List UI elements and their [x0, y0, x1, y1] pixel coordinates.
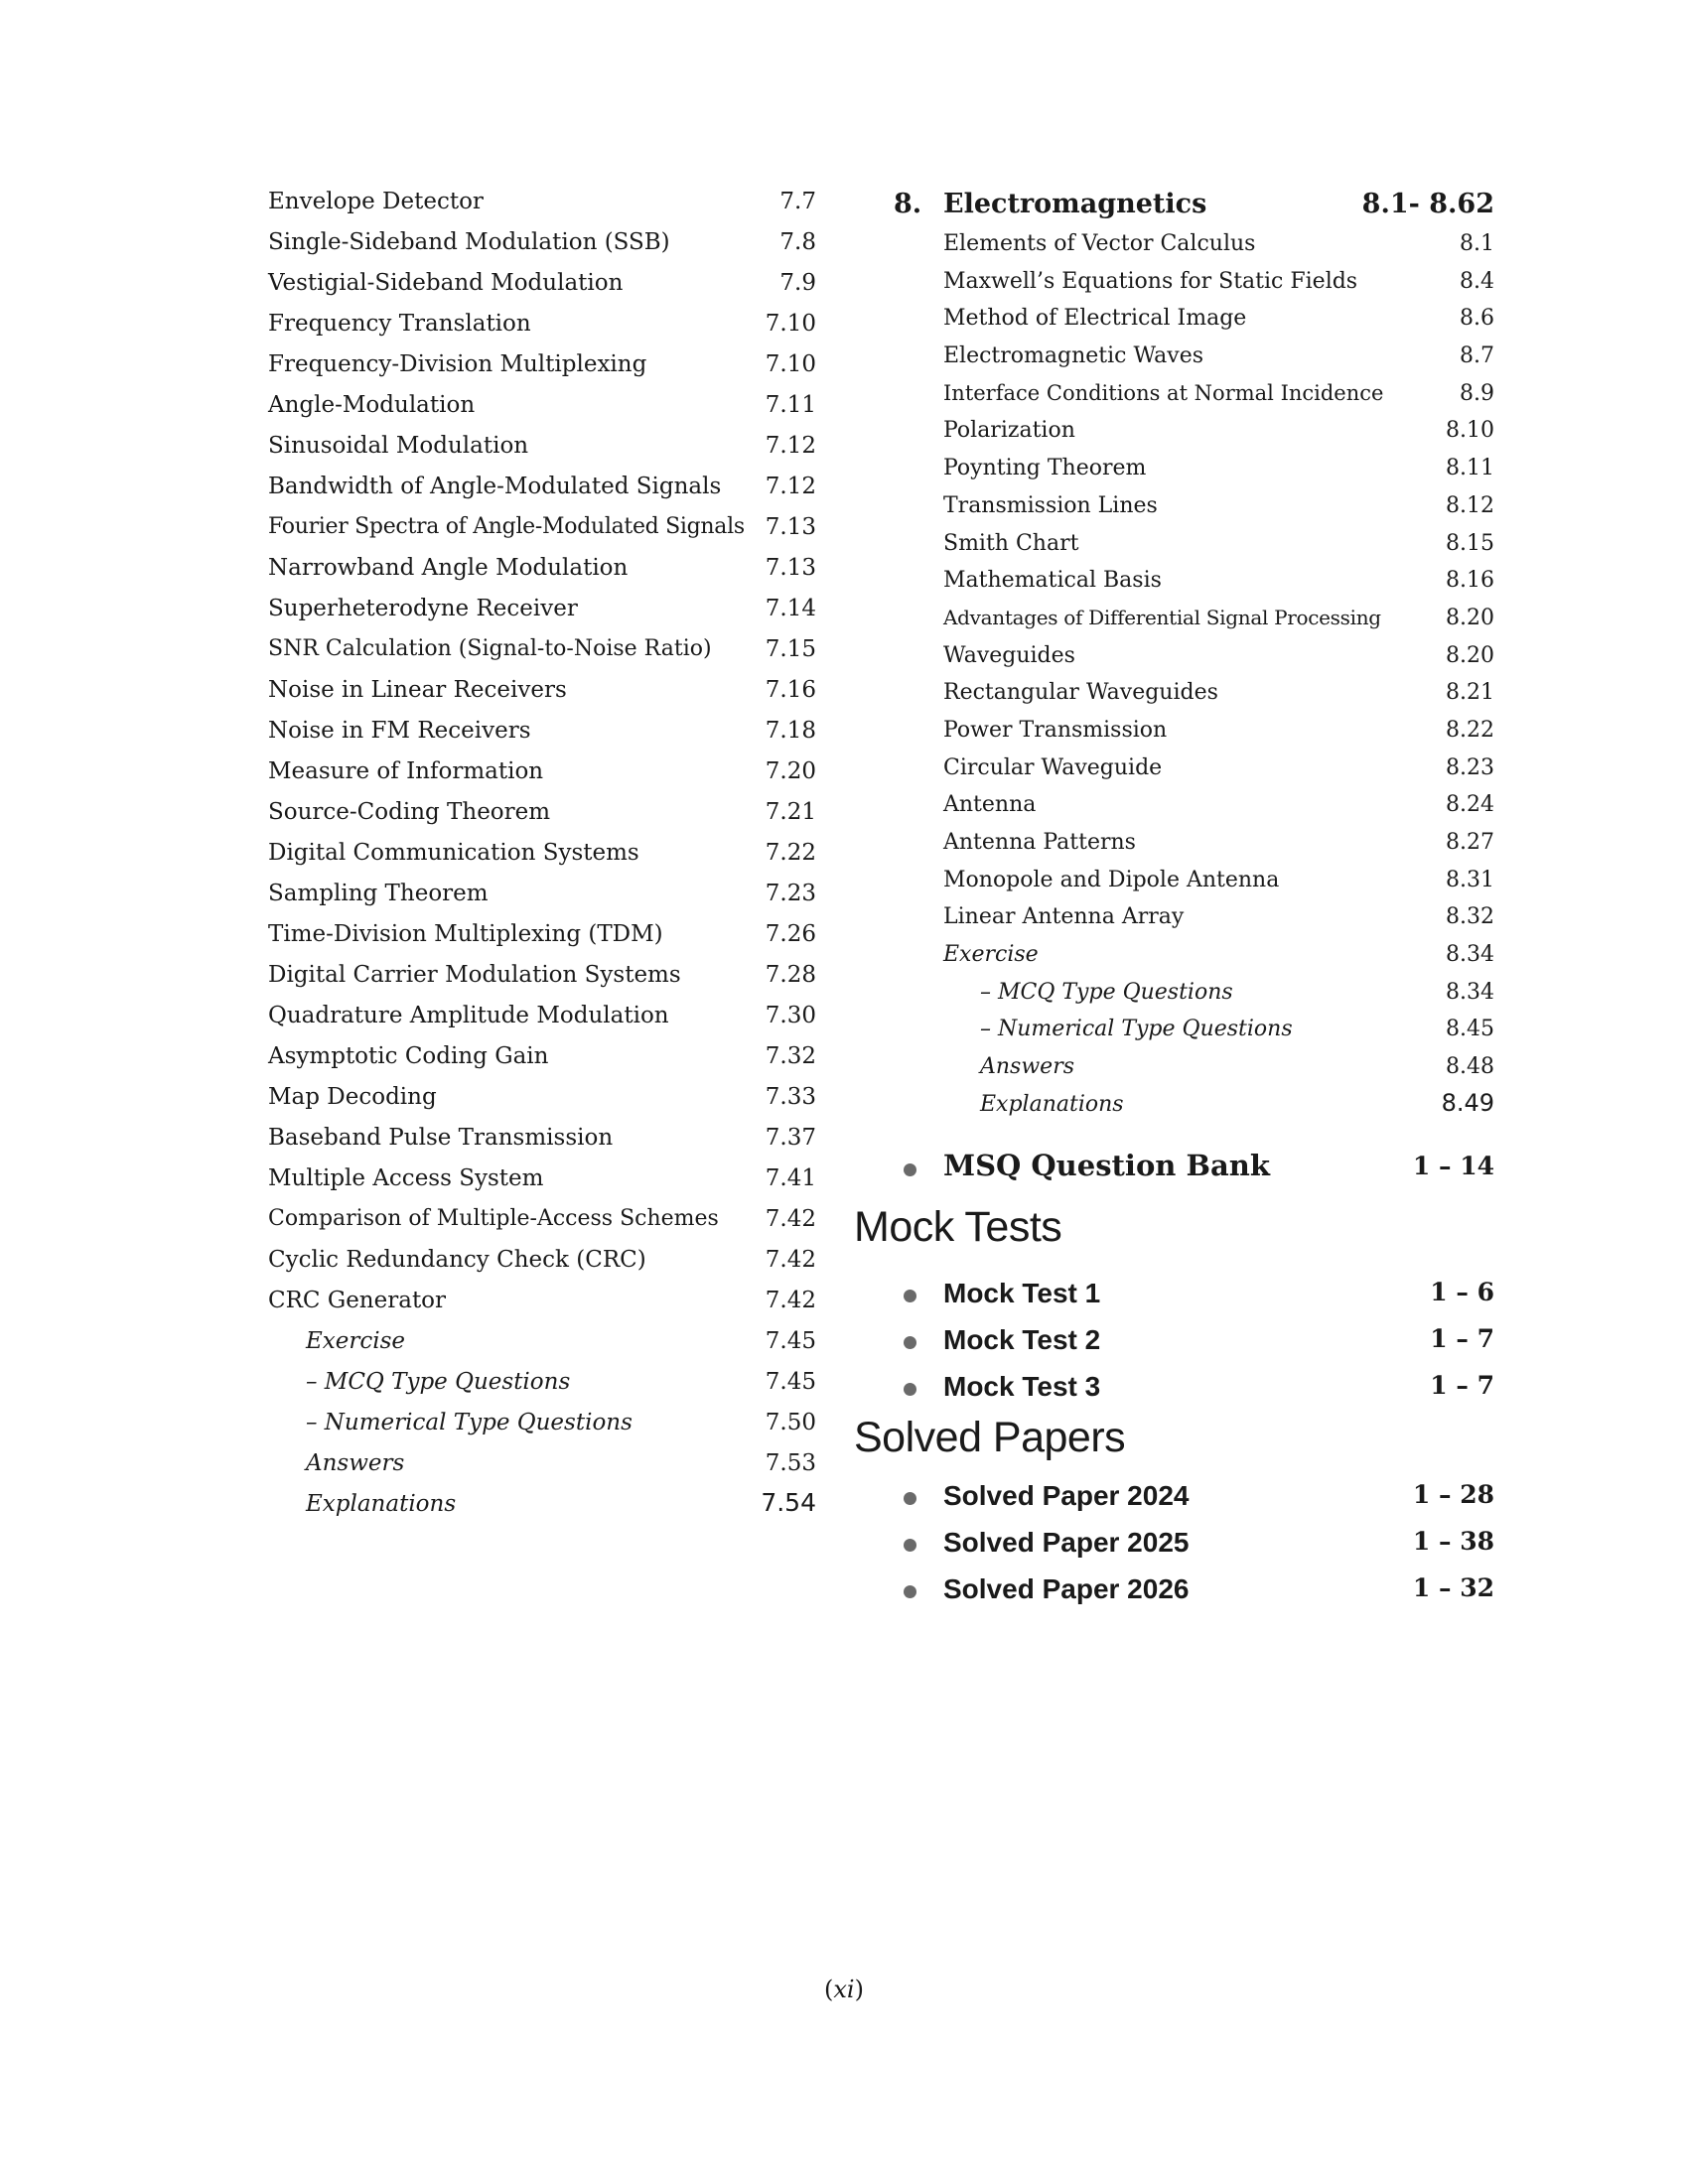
toc-entry-title: Antenna — [943, 792, 1037, 818]
toc-entry-title: Frequency-Division Multiplexing — [268, 351, 647, 377]
toc-entry-title: Maxwell’s Equations for Static Fields — [943, 268, 1358, 294]
toc-entry[interactable] — [268, 1165, 816, 1206]
toc-entry-title: Method of Electrical Image — [943, 306, 1247, 332]
toc-entry-page: 8.9 — [1460, 380, 1494, 406]
toc-entry-page: 7.50 — [765, 1410, 816, 1435]
toc-entry-page: 7.42 — [765, 1247, 816, 1273]
toc-entry-page: 8.15 — [1446, 530, 1494, 556]
toc-entry-page: 7.9 — [779, 270, 816, 296]
toc-entry[interactable] — [943, 792, 1494, 830]
toc-entry[interactable] — [268, 474, 816, 514]
toc-entry-page: 7.45 — [765, 1328, 816, 1354]
toc-entry-title: Superheterodyne Receiver — [268, 596, 578, 621]
toc-entry-page: 8.24 — [1446, 792, 1494, 818]
toc-entry[interactable] — [943, 718, 1494, 755]
mock-test-entry[interactable] — [894, 1278, 1494, 1313]
toc-entry-page: 8.34 — [1446, 979, 1494, 1005]
toc-entry[interactable] — [268, 555, 816, 596]
toc-entry-page: 8.32 — [1446, 904, 1494, 930]
toc-subentry[interactable] — [268, 1410, 816, 1450]
chapter-title: Electromagnetics — [943, 189, 1207, 219]
toc-entry-title: Noise in FM Receivers — [268, 718, 531, 744]
toc-right-column — [854, 0, 1494, 2184]
toc-entry[interactable] — [943, 531, 1494, 569]
toc-entry-title: Explanations — [306, 1491, 457, 1517]
solved-papers-heading: Solved Papers — [854, 1414, 1126, 1461]
toc-entry-title: Frequency Translation — [268, 311, 531, 337]
toc-entry-title: Polarization — [943, 418, 1075, 444]
mock-test-entry[interactable] — [894, 1371, 1494, 1407]
toc-entry-title: CRC Generator — [268, 1288, 447, 1313]
toc-entry-title: Smith Chart — [943, 530, 1079, 556]
toc-entry-title: – Numerical Type Questions — [306, 1410, 633, 1435]
toc-entry-page: 8.1 — [1460, 231, 1494, 256]
toc-entry-page: 8.11 — [1446, 456, 1494, 481]
toc-entry[interactable] — [268, 1247, 816, 1288]
toc-entry[interactable] — [943, 868, 1494, 905]
solved-paper-title: Solved Paper 2024 — [943, 1480, 1190, 1511]
mock-test-title: Mock Test 2 — [943, 1324, 1101, 1355]
toc-entry[interactable] — [268, 433, 816, 474]
toc-exercise-entry[interactable] — [943, 942, 1494, 980]
toc-entry-page: 7.13 — [765, 555, 816, 581]
toc-entry[interactable] — [943, 381, 1494, 419]
toc-left-column — [268, 189, 816, 1532]
toc-entry-page: 7.11 — [765, 392, 816, 418]
chapter-pages: 8.1- 8.62 — [1361, 189, 1494, 219]
page-number-label: xi — [833, 1976, 855, 2003]
toc-entry[interactable] — [943, 606, 1494, 643]
page-number: (xi) — [824, 1976, 864, 2003]
bullet-icon — [904, 1163, 916, 1176]
toc-entry-title: Digital Communication Systems — [268, 840, 639, 866]
toc-entry[interactable] — [268, 514, 816, 555]
toc-entry-title: Advantages of Differential Signal Processing — [943, 605, 1381, 629]
toc-subentry[interactable] — [943, 980, 1494, 1018]
toc-entry-title: Answers — [980, 1054, 1075, 1080]
toc-subentry[interactable] — [943, 1088, 1494, 1130]
bullet-icon — [904, 1492, 916, 1505]
toc-entry-page: 8.16 — [1446, 568, 1494, 594]
bullet-icon — [904, 1539, 916, 1552]
toc-entry-page: 8.31 — [1446, 867, 1494, 892]
toc-entry-page: 7.26 — [765, 921, 816, 947]
toc-entry-title: Bandwidth of Angle-Modulated Signals — [268, 474, 722, 499]
toc-entry[interactable] — [943, 904, 1494, 942]
toc-entry-page: 8.6 — [1460, 306, 1494, 332]
toc-entry-page: 7.32 — [765, 1043, 816, 1069]
toc-entry-page: 8.20 — [1446, 642, 1494, 668]
bullet-icon — [904, 1383, 916, 1396]
chapter-heading[interactable] — [894, 189, 1494, 228]
toc-entry-title: Waveguides — [943, 642, 1075, 668]
toc-entry[interactable] — [943, 456, 1494, 493]
solved-paper-pages: 1 – 38 — [1412, 1527, 1494, 1556]
toc-entry-page: 8.34 — [1446, 942, 1494, 968]
toc-entry-page: 8.22 — [1446, 717, 1494, 743]
toc-entry-page: 7.12 — [765, 433, 816, 459]
toc-entry-page: 7.8 — [779, 229, 816, 255]
toc-entry-page: 8.23 — [1446, 754, 1494, 780]
toc-entry-title: Time-Division Multiplexing (TDM) — [268, 921, 663, 947]
toc-entry[interactable] — [268, 311, 816, 351]
toc-entry-page: 7.41 — [765, 1165, 816, 1191]
toc-entry-page: 8.4 — [1460, 268, 1494, 294]
toc-entry-title: – Numerical Type Questions — [980, 1017, 1293, 1042]
toc-entry-page: 8.12 — [1446, 492, 1494, 518]
toc-entry-page: 7.20 — [765, 758, 816, 784]
toc-entry[interactable] — [268, 636, 816, 677]
toc-entry[interactable] — [268, 677, 816, 718]
toc-entry-title: Quadrature Amplitude Modulation — [268, 1003, 669, 1028]
toc-entry-page: 7.16 — [765, 677, 816, 703]
toc-entry[interactable] — [943, 231, 1494, 269]
toc-entry[interactable] — [943, 493, 1494, 531]
toc-entry[interactable] — [268, 758, 816, 799]
toc-entry-page: 7.18 — [765, 718, 816, 744]
msq-bank-title: MSQ Question Bank — [943, 1149, 1270, 1182]
toc-subentry[interactable] — [943, 1054, 1494, 1092]
toc-entry-page: 8.20 — [1446, 605, 1494, 630]
toc-entry-title: Digital Carrier Modulation Systems — [268, 962, 681, 988]
toc-entry-page: 8.48 — [1446, 1054, 1494, 1080]
mock-test-title: Mock Test 1 — [943, 1278, 1101, 1308]
toc-entry[interactable] — [268, 881, 816, 921]
toc-entry-title: Fourier Spectra of Angle-Modulated Signals — [268, 514, 745, 539]
toc-entry-title: SNR Calculation (Signal-to-Noise Ratio) — [268, 636, 712, 661]
toc-entry-page: 7.13 — [765, 514, 816, 540]
solved-paper-entry[interactable] — [894, 1573, 1494, 1609]
solved-paper-entry[interactable] — [894, 1480, 1494, 1516]
toc-subentry[interactable] — [943, 1017, 1494, 1054]
toc-entry-page: 8.10 — [1446, 418, 1494, 444]
toc-entry-page: 7.45 — [765, 1369, 816, 1395]
toc-entry-page: 7.12 — [765, 474, 816, 499]
solved-paper-pages: 1 – 32 — [1412, 1573, 1494, 1602]
toc-entry-title: Transmission Lines — [943, 492, 1158, 518]
toc-entry-title: Exercise — [306, 1328, 406, 1354]
toc-entry-title: – MCQ Type Questions — [980, 979, 1233, 1005]
mock-test-entry[interactable] — [894, 1324, 1494, 1360]
toc-entry[interactable] — [268, 270, 816, 311]
toc-entry-title: Linear Antenna Array — [943, 904, 1185, 930]
toc-entry-title: Multiple Access System — [268, 1165, 544, 1191]
toc-entry[interactable] — [268, 596, 816, 636]
toc-entry-page: 8.27 — [1446, 830, 1494, 855]
toc-entry-title: Cyclic Redundancy Check (CRC) — [268, 1247, 646, 1273]
toc-entry[interactable] — [268, 229, 816, 270]
toc-entry[interactable] — [268, 1125, 816, 1165]
mock-test-pages: 1 – 6 — [1430, 1278, 1494, 1306]
toc-subentry[interactable] — [268, 1488, 816, 1532]
toc-entry-page: 7.54 — [761, 1488, 816, 1517]
toc-entry-page: 7.7 — [779, 189, 816, 214]
toc-entry[interactable] — [268, 392, 816, 433]
toc-entry-page: 7.30 — [765, 1003, 816, 1028]
toc-entry-title: Power Transmission — [943, 717, 1168, 743]
toc-entry[interactable] — [268, 351, 816, 392]
toc-entry[interactable] — [268, 1288, 816, 1328]
toc-entry[interactable] — [268, 840, 816, 881]
toc-entry[interactable] — [943, 680, 1494, 718]
toc-entry-title: Elements of Vector Calculus — [943, 231, 1256, 256]
toc-entry-page: 7.14 — [765, 596, 816, 621]
mock-test-pages: 1 – 7 — [1430, 1324, 1494, 1353]
solved-paper-title: Solved Paper 2026 — [943, 1573, 1190, 1604]
toc-entry-title: Baseband Pulse Transmission — [268, 1125, 614, 1151]
toc-entry-page: 7.28 — [765, 962, 816, 988]
toc-entry[interactable] — [268, 718, 816, 758]
toc-entry-title: Exercise — [943, 942, 1039, 968]
toc-entry-page: 7.10 — [765, 311, 816, 337]
toc-entry[interactable] — [943, 643, 1494, 681]
toc-subentry[interactable] — [268, 1369, 816, 1410]
toc-entry-title: Interface Conditions at Normal Incidence — [943, 380, 1384, 405]
toc-entry-title: Single-Sideband Modulation (SSB) — [268, 229, 670, 255]
toc-entry-page: 8.7 — [1460, 343, 1494, 369]
toc-entry-title: Mathematical Basis — [943, 568, 1162, 594]
toc-entry[interactable] — [268, 799, 816, 840]
toc-entry-title: Measure of Information — [268, 758, 544, 784]
toc-entry-title: – MCQ Type Questions — [306, 1369, 571, 1395]
chapter-entries — [943, 231, 1494, 1130]
toc-entry[interactable] — [268, 1084, 816, 1125]
toc-entry-page: 7.23 — [765, 881, 816, 906]
mock-test-pages: 1 – 7 — [1430, 1371, 1494, 1400]
toc-entry-title: Comparison of Multiple-Access Schemes — [268, 1206, 719, 1231]
toc-entry-title: Map Decoding — [268, 1084, 437, 1110]
solved-paper-pages: 1 – 28 — [1412, 1480, 1494, 1509]
toc-entry[interactable] — [943, 755, 1494, 793]
toc-entry-page: 7.22 — [765, 840, 816, 866]
toc-entry-page: 7.42 — [765, 1288, 816, 1313]
chapter-number: 8. — [894, 189, 922, 219]
toc-entry[interactable] — [943, 568, 1494, 606]
toc-entry[interactable] — [943, 306, 1494, 343]
msq-bank-pages: 1 – 14 — [1412, 1152, 1494, 1180]
toc-entry-title: Answers — [306, 1450, 405, 1476]
toc-entry-title: Envelope Detector — [268, 189, 484, 214]
toc-entry[interactable] — [943, 830, 1494, 868]
toc-entry-title: Rectangular Waveguides — [943, 680, 1218, 706]
bullet-icon — [904, 1585, 916, 1598]
solved-paper-title: Solved Paper 2025 — [943, 1527, 1190, 1558]
toc-entry[interactable] — [268, 1043, 816, 1084]
toc-entry-title: Sampling Theorem — [268, 881, 489, 906]
toc-entry-title: Angle-Modulation — [268, 392, 476, 418]
toc-entry-page: 7.53 — [765, 1450, 816, 1476]
toc-entry-title: Explanations — [980, 1091, 1124, 1117]
toc-entry-title: Monopole and Dipole Antenna — [943, 867, 1280, 892]
toc-entry[interactable] — [268, 1206, 816, 1247]
toc-entry-title: Electromagnetic Waves — [943, 343, 1204, 369]
toc-entry-page: 7.42 — [765, 1206, 816, 1232]
bullet-icon — [904, 1290, 916, 1302]
toc-exercise-entry[interactable] — [268, 1328, 816, 1369]
toc-entry-title: Source-Coding Theorem — [268, 799, 551, 825]
toc-entry-page: 7.10 — [765, 351, 816, 377]
toc-entry-title: Sinusoidal Modulation — [268, 433, 529, 459]
msq-question-bank-entry[interactable] — [894, 1149, 1494, 1187]
mock-test-title: Mock Test 3 — [943, 1371, 1101, 1402]
toc-entry-page: 8.45 — [1446, 1017, 1494, 1042]
toc-entry-page: 7.21 — [765, 799, 816, 825]
toc-entry[interactable] — [268, 1003, 816, 1043]
toc-entry-page: 7.37 — [765, 1125, 816, 1151]
toc-entry-title: Antenna Patterns — [943, 830, 1136, 855]
mock-tests-heading: Mock Tests — [854, 1203, 1062, 1251]
toc-entry-title: Circular Waveguide — [943, 754, 1163, 780]
toc-entry[interactable] — [943, 269, 1494, 307]
toc-entry[interactable] — [268, 189, 816, 229]
toc-entry[interactable] — [943, 418, 1494, 456]
toc-entry-title: Noise in Linear Receivers — [268, 677, 567, 703]
toc-entry-title: Asymptotic Coding Gain — [268, 1043, 549, 1069]
toc-entry[interactable] — [268, 962, 816, 1003]
bullet-icon — [904, 1336, 916, 1349]
toc-entry[interactable] — [268, 921, 816, 962]
toc-entry-page: 8.21 — [1446, 680, 1494, 706]
toc-entry-title: Poynting Theorem — [943, 456, 1147, 481]
toc-entry-page: 7.33 — [765, 1084, 816, 1110]
solved-paper-entry[interactable] — [894, 1527, 1494, 1563]
toc-entry-title: Vestigial-Sideband Modulation — [268, 270, 624, 296]
toc-entry-page: 8.49 — [1441, 1088, 1494, 1117]
toc-entry-page: 7.15 — [765, 636, 816, 662]
toc-subentry[interactable] — [268, 1450, 816, 1491]
toc-entry-title: Narrowband Angle Modulation — [268, 555, 629, 581]
toc-entry[interactable] — [943, 343, 1494, 381]
